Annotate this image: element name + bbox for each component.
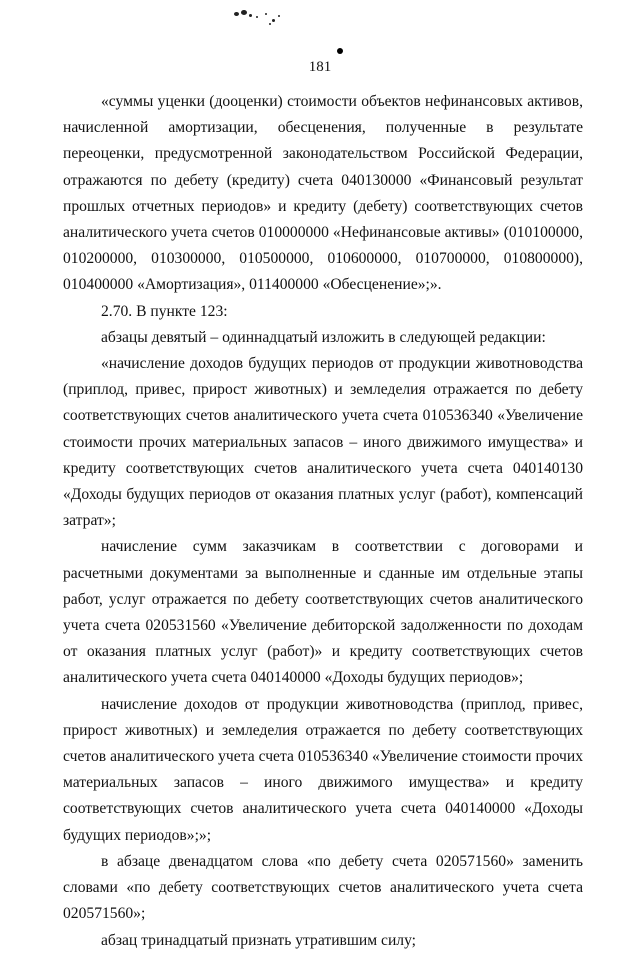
paragraph: абзац тринадцатый признать утратившим силу; (101, 931, 416, 949)
scan-speckle (232, 6, 292, 28)
paragraph: начисление сумм заказчикам в соответствии с договорами и расчетными документами за выполненные и сданные им отдельные этапы работ, услуг отражается по дебету соответствующих счетов аналитического учета счета 020531560 «Увеличение дебиторской задолженности по доходам от оказания платных услуг (работ)» и кредиту соответствующих счетов аналитического учета счета 040140000 «Доходы будущих периодов»; (63, 538, 583, 687)
paragraph: начисление доходов от продукции животноводства (приплод, привес, прирост животных) и земледелия отражается по дебету соответствующих счетов аналитического учета счета 010536340 «Увеличение стоимости прочих материальных запасов – иного движимого имущества» и кредиту соответствующих счетов аналитического учета счета 040140000 «Доходы будущих периодов»;»; (63, 695, 583, 844)
paragraph: 2.70. В пункте 123: (101, 302, 228, 320)
paragraph: в абзаце двенадцатом слова «по дебету счета 020571560» заменить словами «по дебету соответствующих счетов аналитического учета счета 020571560»; (63, 852, 583, 923)
paragraph: абзацы девятый – одиннадцатый изложить в следующей редакции: (101, 328, 546, 346)
paragraph: «начисление доходов будущих периодов от продукции животноводства (приплод, привес, прирост животных) и земледелия отражается по дебету соответствующих счетов аналитического учета счета 010536340 «Увеличение стоимости прочих материальных запасов – иного движимого имущества» и кредиту соответствующих счетов аналитического учета счета 040140130 «Доходы будущих периодов от оказания платных услуг (работ), компенсаций затрат»; (63, 355, 583, 530)
bullet-mark (337, 48, 343, 54)
document-body (63, 89, 583, 954)
paragraph: «суммы уценки (дооценки) стоимости объектов нефинансовых активов, начисленной амортизации, обесценения, полученные в результате переоценки, предусмотренной законодательством Российской Федерации, отражаются по дебету (кредиту) счета 040130000 «Финансовый результат прошлых отчетных периодов» и кредиту (дебету) соответствующих счетов аналитического учета счетов 010000000 «Нефинансовые активы» (010100000, 010200000, 010300000, 010500000, 010600000, 010700000, 010800000), 010400000 «Амортизация», 011400000 «Обесценение»;». (63, 93, 583, 294)
page-number: 181 (308, 59, 332, 75)
